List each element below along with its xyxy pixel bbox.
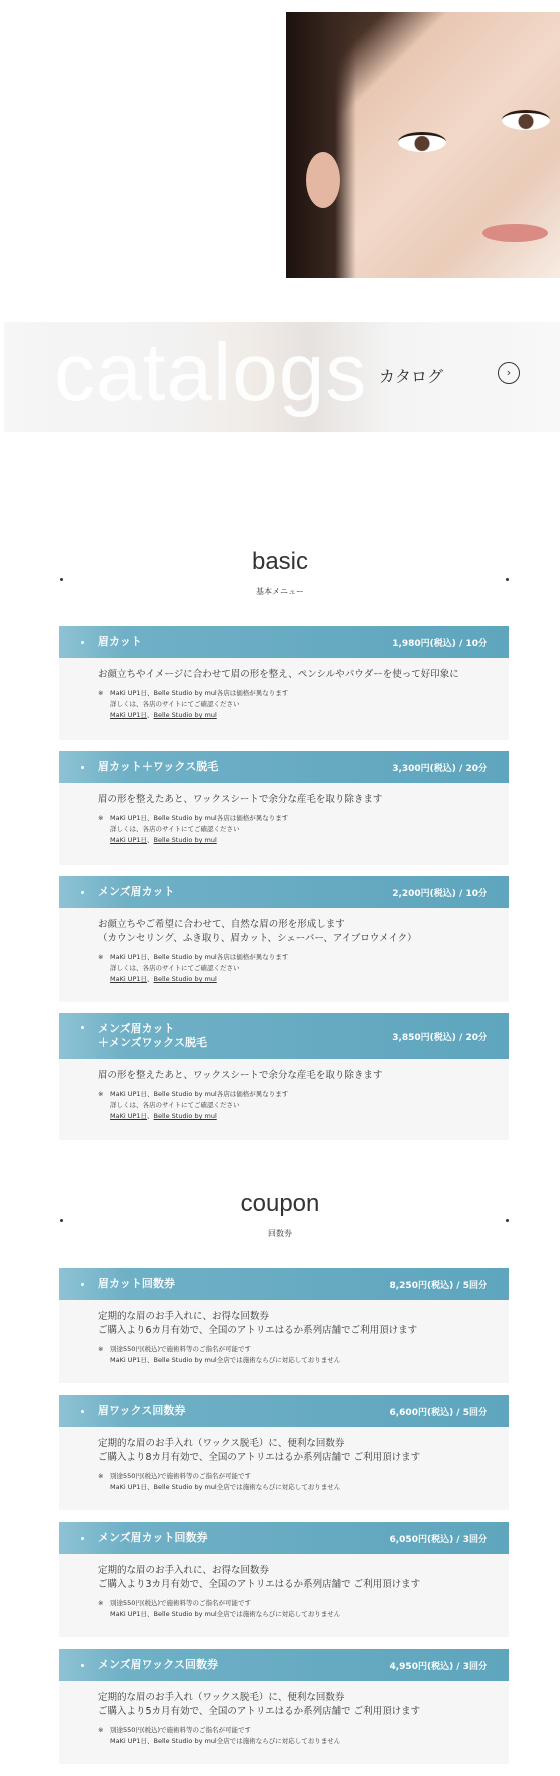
menu-card-header bbox=[59, 1013, 509, 1059]
section-divider-dot-left bbox=[60, 1219, 63, 1222]
menu-description: 眉の形を整えたあと、ワックスシートで余分な産毛を取り除きます bbox=[98, 1070, 383, 1081]
menu-note: ※ MaKi UP1日、Belle Studio by mul各店は価格が異なります 詳しくは、各店のサイトにてご確認ください MaKi UP1日、Belle Studio by mul bbox=[98, 689, 289, 719]
basic-section-subtitle: 基本メニュー bbox=[256, 587, 304, 596]
menu-card-header bbox=[59, 876, 509, 908]
menu-card-eyebrow-cut bbox=[59, 626, 509, 740]
note-mark: ※ bbox=[98, 814, 104, 822]
menu-price: 3,300円(税込) / 20分 bbox=[392, 764, 487, 774]
link-maki-up[interactable]: MaKi UP1日 bbox=[110, 711, 148, 719]
note-line: MaKi UP1日、Belle Studio by mul各店は価格が異なります bbox=[110, 1090, 289, 1098]
note-mark: ※ bbox=[98, 689, 104, 697]
chevron-right-icon[interactable]: › bbox=[498, 362, 520, 384]
coupon-note bbox=[98, 1598, 489, 1620]
menu-name: メンズ眉カット bbox=[98, 885, 175, 898]
coupon-price: 6,050円(税込) / 3回分 bbox=[389, 1535, 487, 1545]
coupon-note bbox=[98, 1344, 489, 1366]
bullet-icon bbox=[81, 1283, 84, 1286]
link-belle-studio[interactable]: Belle Studio by mul bbox=[153, 711, 217, 719]
menu-name: 眉カット bbox=[98, 635, 142, 648]
note-line: MaKi UP1日、Belle Studio by mul全店では施術ならびに対応しておりません bbox=[110, 1737, 341, 1745]
menu-description: お顔立ちやご希望に合わせて、自然な眉の形を形成します bbox=[98, 919, 345, 930]
coupon-description: ご購入より6カ月有効で、全国のアトリエはるか系列店舗でご利用頂けます bbox=[98, 1325, 418, 1336]
catalog-banner-label: カタログ bbox=[379, 367, 444, 386]
coupon-card-eyebrow-wax bbox=[59, 1395, 509, 1510]
menu-card-mens-eyebrow-cut-wax bbox=[59, 1013, 509, 1140]
coupon-description: ご購入より3カ月有効で、全国のアトリエはるか系列店舗で ご利用頂けます bbox=[98, 1579, 421, 1590]
menu-price: 1,980円(税込) / 10分 bbox=[392, 639, 487, 649]
bullet-icon bbox=[81, 766, 84, 769]
coupon-name: メンズ眉ワックス回数券 bbox=[98, 1658, 219, 1671]
note-line: MaKi UP1日、Belle Studio by mul各店は価格が異なります bbox=[110, 689, 289, 697]
hero-hair bbox=[286, 12, 356, 278]
menu-description: （カウンセリング、ふき取り、眉カット、シェーバー、アイブロウメイク） bbox=[98, 933, 417, 944]
coupon-card-header bbox=[59, 1268, 509, 1300]
menu-card-eyebrow-cut-wax bbox=[59, 751, 509, 865]
link-maki-up[interactable]: MaKi UP1日 bbox=[110, 975, 148, 983]
coupon-description: ご購入より5カ月有効で、全国のアトリエはるか系列店舗で ご利用頂けます bbox=[98, 1706, 421, 1717]
bullet-icon bbox=[81, 1410, 84, 1413]
coupon-name: メンズ眉カット回数券 bbox=[98, 1531, 208, 1544]
note-mark: ※ bbox=[98, 953, 104, 961]
coupon-description: 定期的な眉のお手入れ（ワックス脱毛）に、便利な回数券 bbox=[98, 1438, 345, 1449]
note-mark: ※ bbox=[98, 1090, 104, 1098]
note-mark: ※ bbox=[98, 1472, 104, 1480]
coupon-card-header bbox=[59, 1522, 509, 1554]
catalog-banner-bg-text: catalogs bbox=[54, 327, 368, 418]
menu-note: ※ MaKi UP1日、Belle Studio by mul各店は価格が異なります 詳しくは、各店のサイトにてご確認ください MaKi UP1日、Belle Studio by mul bbox=[98, 1090, 289, 1120]
coupon-description: ご購入より8カ月有効で、全国のアトリエはるか系列店舗で ご利用頂けます bbox=[98, 1452, 421, 1463]
note-line: MaKi UP1日、Belle Studio by mul各店は価格が異なります bbox=[110, 814, 289, 822]
basic-section-title: basic bbox=[251, 548, 309, 575]
menu-description: 眉の形を整えたあと、ワックスシートで余分な産毛を取り除きます bbox=[98, 794, 383, 805]
note-line: MaKi UP1日、Belle Studio by mul全店では施術ならびに対応しておりません bbox=[110, 1356, 341, 1364]
coupon-card-eyebrow-cut bbox=[59, 1268, 509, 1383]
bullet-icon bbox=[81, 641, 84, 644]
menu-note: ※ MaKi UP1日、Belle Studio by mul各店は価格が異なります 詳しくは、各店のサイトにてご確認ください MaKi UP1日、Belle Studio by mul bbox=[98, 953, 289, 983]
link-belle-studio[interactable]: Belle Studio by mul bbox=[153, 836, 217, 844]
hero-eye-left bbox=[398, 132, 446, 152]
coupon-description: 定期的な眉のお手入れ（ワックス脱毛）に、便利な回数券 bbox=[98, 1692, 345, 1703]
hero-ear bbox=[306, 152, 340, 208]
note-line: 別途550円(税込)で施術料等のご指名が可能です bbox=[110, 1345, 251, 1353]
menu-card-mens-eyebrow-cut bbox=[59, 876, 509, 1002]
note-line: 詳しくは、各店のサイトにてご確認ください bbox=[110, 1101, 240, 1109]
coupon-card-mens-eyebrow-wax bbox=[59, 1649, 509, 1764]
link-maki-up[interactable]: MaKi UP1日 bbox=[110, 1112, 148, 1120]
menu-name-line: ＋メンズワックス脱毛 bbox=[98, 1036, 208, 1049]
note-line: 詳しくは、各店のサイトにてご確認ください bbox=[110, 964, 240, 972]
section-divider-dot-right bbox=[506, 1219, 509, 1222]
note-mark: ※ bbox=[98, 1599, 104, 1607]
menu-name-line: メンズ眉カット bbox=[98, 1022, 175, 1035]
link-belle-studio[interactable]: Belle Studio by mul bbox=[153, 975, 217, 983]
link-maki-up[interactable]: MaKi UP1日 bbox=[110, 836, 148, 844]
note-line: 詳しくは、各店のサイトにてご確認ください bbox=[110, 825, 240, 833]
coupon-description: 定期的な眉のお手入れに、お得な回数券 bbox=[98, 1565, 270, 1576]
hero-photo bbox=[286, 12, 560, 278]
section-divider-dot-left bbox=[60, 578, 63, 581]
bullet-icon bbox=[81, 1664, 84, 1667]
menu-card-header bbox=[59, 751, 509, 783]
coupon-section-title: coupon bbox=[240, 1190, 320, 1217]
note-line: 別途550円(税込)で施術料等のご指名が可能です bbox=[110, 1599, 251, 1607]
menu-note: ※ MaKi UP1日、Belle Studio by mul各店は価格が異なります 詳しくは、各店のサイトにてご確認ください MaKi UP1日、Belle Studio by mul bbox=[98, 814, 289, 844]
note-mark: ※ bbox=[98, 1726, 104, 1734]
bullet-icon bbox=[81, 1026, 84, 1029]
menu-price: 3,850円(税込) / 20分 bbox=[392, 1033, 487, 1043]
note-line: MaKi UP1日、Belle Studio by mul全店では施術ならびに対応しておりません bbox=[110, 1610, 341, 1618]
coupon-description: 定期的な眉のお手入れに、お得な回数券 bbox=[98, 1311, 270, 1322]
menu-card-header bbox=[59, 626, 509, 658]
coupon-section-subtitle: 回数券 bbox=[268, 1229, 292, 1238]
bullet-icon bbox=[81, 891, 84, 894]
note-line: MaKi UP1日、Belle Studio by mul全店では施術ならびに対応しておりません bbox=[110, 1483, 341, 1491]
menu-name: 眉カット＋ワックス脱毛 bbox=[98, 760, 219, 773]
coupon-price: 8,250円(税込) / 5回分 bbox=[389, 1281, 487, 1291]
menu-price: 2,200円(税込) / 10分 bbox=[392, 889, 487, 899]
section-divider-dot-right bbox=[506, 578, 509, 581]
menu-description: お顔立ちやイメージに合わせて眉の形を整え、ペンシルやパウダーを使って好印象に bbox=[98, 669, 459, 680]
coupon-name: 眉ワックス回数券 bbox=[98, 1404, 186, 1417]
coupon-note bbox=[98, 1725, 489, 1747]
catalog-banner[interactable] bbox=[4, 322, 560, 432]
bullet-icon bbox=[81, 1537, 84, 1540]
hero-lips bbox=[482, 224, 548, 242]
hero-eye-right bbox=[502, 110, 550, 130]
note-line: MaKi UP1日、Belle Studio by mul各店は価格が異なります bbox=[110, 953, 289, 961]
menu-name bbox=[98, 1022, 207, 1050]
coupon-name: 眉カット回数券 bbox=[98, 1277, 175, 1290]
coupon-note bbox=[98, 1471, 489, 1493]
note-line: 別途550円(税込)で施術料等のご指名が可能です bbox=[110, 1472, 251, 1480]
note-line: 詳しくは、各店のサイトにてご確認ください bbox=[110, 700, 240, 708]
coupon-price: 6,600円(税込) / 5回分 bbox=[389, 1408, 487, 1418]
note-mark: ※ bbox=[98, 1345, 104, 1353]
link-belle-studio[interactable]: Belle Studio by mul bbox=[153, 1112, 217, 1120]
coupon-price: 4,950円(税込) / 3回分 bbox=[389, 1662, 487, 1672]
note-line: 別途550円(税込)で施術料等のご指名が可能です bbox=[110, 1726, 251, 1734]
coupon-card-header bbox=[59, 1395, 509, 1427]
coupon-card-mens-eyebrow-cut bbox=[59, 1522, 509, 1637]
coupon-card-header bbox=[59, 1649, 509, 1681]
